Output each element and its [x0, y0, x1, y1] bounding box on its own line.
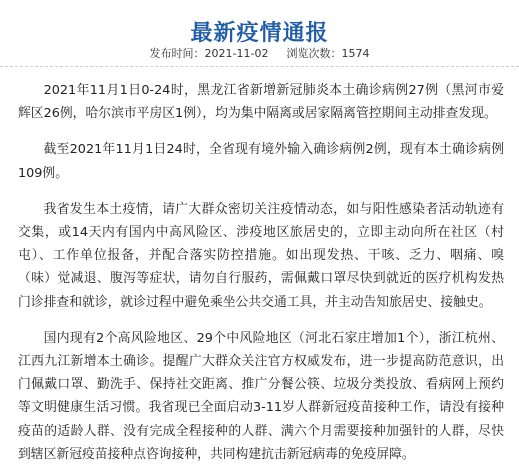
view-count-label: 浏览次数： [286, 47, 342, 60]
paragraph-new-cases: 2021年11月1日0-24时，黑龙江省新增新冠肺炎本土确诊病例27例（黑河市爱辉区26例，哈尔滨市平房区1例），均为集中隔离或居家隔离管控期间主动排查发现。 [18, 83, 504, 122]
paragraph-current-cases: 截至2021年11月1日24时，全省现有境外输入确诊病例2例，现有本土确诊病例109例。 [18, 142, 504, 181]
publish-date: 2021-11-02 [204, 47, 269, 60]
view-count: 1574 [341, 47, 370, 60]
page-title: 最新疫情通报 [190, 20, 329, 46]
paragraph-national-risk: 国内现有2个高风险地区、29个中风险地区（河北石家庄增加1个），浙江杭州、江西九江新增本土确诊。提醒广大群众关注官方权威发布，进一步提高防范意识，出门佩戴口罩、勤洗手、保持社交距离、推广分餐公筷、垃圾分类投放、看病网上预约等文明健康生活习惯。我省现已全面启动3-11岁人群新冠疫苗接种工作，请没有接种疫苗的适龄人群、没有完成全程接种的人群、满六个月需要接种加强针的人群，尽快到辖区新冠疫苗接种点咨询接种，共同构建抗击新冠病毒的免疫屏障。 [18, 330, 504, 462]
paragraph-public-advice: 我省发生本土疫情，请广大群众密切关注疫情动态，如与阳性感染者活动轨迹有交集，或14天内有国内中高风险区、涉疫地区旅居史的，立即主动向所在社区（村屯）、工作单位报备，并配合落实防控措施。如出现发热、干咳、乏力、咽痛、嗅（味）觉减退、腹泻等症状，请勿自行服药，需佩戴口罩尽快到就近的医疗机构发热门诊排查和就诊，就诊过程中避免乘坐公共交通工具，并主动告知旅居史、接触史。 [18, 201, 504, 310]
article-body [18, 79, 504, 467]
article-meta [0, 46, 519, 62]
meta-divider [0, 66, 519, 67]
publish-time-label: 发布时间： [149, 47, 205, 60]
